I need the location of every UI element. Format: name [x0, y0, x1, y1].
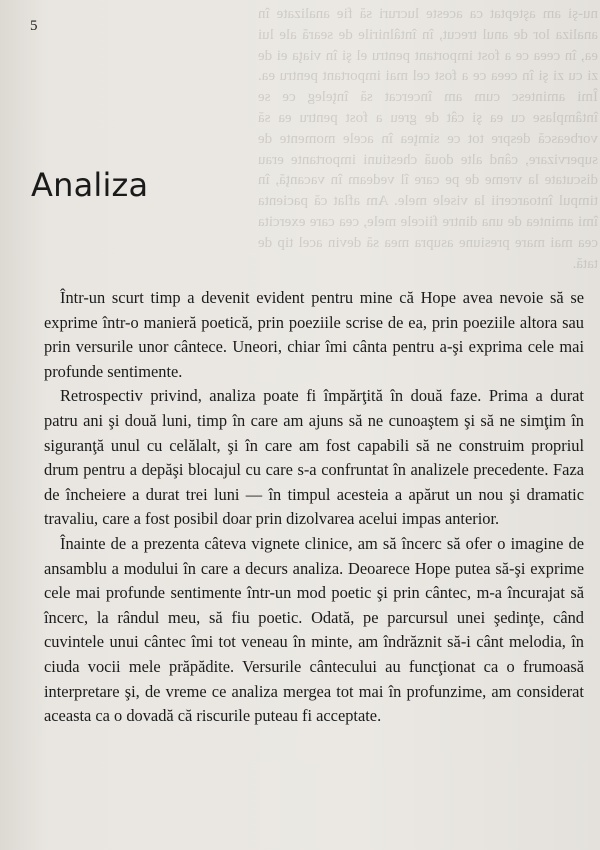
paragraph: Retrospectiv privind, analiza poate fi împărţită în două faze. Prima a durat patru ani şi două luni, timp în care am ajuns să ne cunoaştem şi să ne simţim în siguranţă unul cu celălalt, şi în care am fost capabili să ne construim propriul drum pentru a depăşi blocajul cu care s-a confruntat în analizele precedente. Faza de încheiere a durat trei luni — în timpul acesteia a apărut un nou şi dramatic travaliu, care a fost posibil doar prin dizolvarea acelui impas anterior.	[44, 386, 584, 529]
paragraph: Înainte de a prezenta câteva vignete clinice, am să încerc să ofer o imagine de ansamblu a modului în care a decurs analiza. Deoarece Hope putea să-şi exprime cele mai profunde sentimente într-un mod poetic şi prin cântec, m-a încurajat să încerc, la rândul meu, să fiu poetic. Odată, pe parcursul unei şedinţe, când cuvintele unui cântec îmi tot veneau în minte, am îndrăznit să-i cânt melodia, în ciuda vocii mele prăpădite. Versurile cântecului au funcţionat ca o frumoasă interpretare şi, de vreme ce analiza mergea tot mai în profunzime, am considerat aceasta ca o dovadă că riscurile puteau fi acceptate.	[44, 533, 584, 726]
page-number: 5	[30, 18, 38, 34]
body-text	[44, 286, 584, 729]
section-heading: Analiza	[31, 166, 149, 204]
show-through-text: nu-şi am aşteptat ca aceste lucruri să fie analizate în analiza lor de anul trecut, în întâlnirile de seară ale lui ea, în ceea ce a fost important pentru el şi în viaţa ei de zi cu zi şi în ceea ce a fost cel mai important pentru ea. Îmi amintesc cum am încercat să înţeleg ce se întâmplase cu ea şi cât de greu a fost pentru ea să vorbească despre tot ce simţea în acele momente de supervizare, când alte două chestiuni importante erau discutate la vreme de pe care îl vedeam în vacanţă, în timpul întoarcerii la visele mele. Am aflat că pacienta îmi amintea de una dintre fiicele mele, cea care exercita cea mai mare presiune asupra mea să devin acel tip de tată.	[258, 6, 598, 272]
paragraph: Într-un scurt timp a devenit evident pentru mine că Hope avea nevoie să se exprime într-o manieră poetică, prin poeziile scrise de ea, prin poeziile altora sau prin versurile unor cântece. Uneori, chiar îmi cânta pentru a-şi exprima cele mai profunde sentimente.	[44, 288, 584, 381]
